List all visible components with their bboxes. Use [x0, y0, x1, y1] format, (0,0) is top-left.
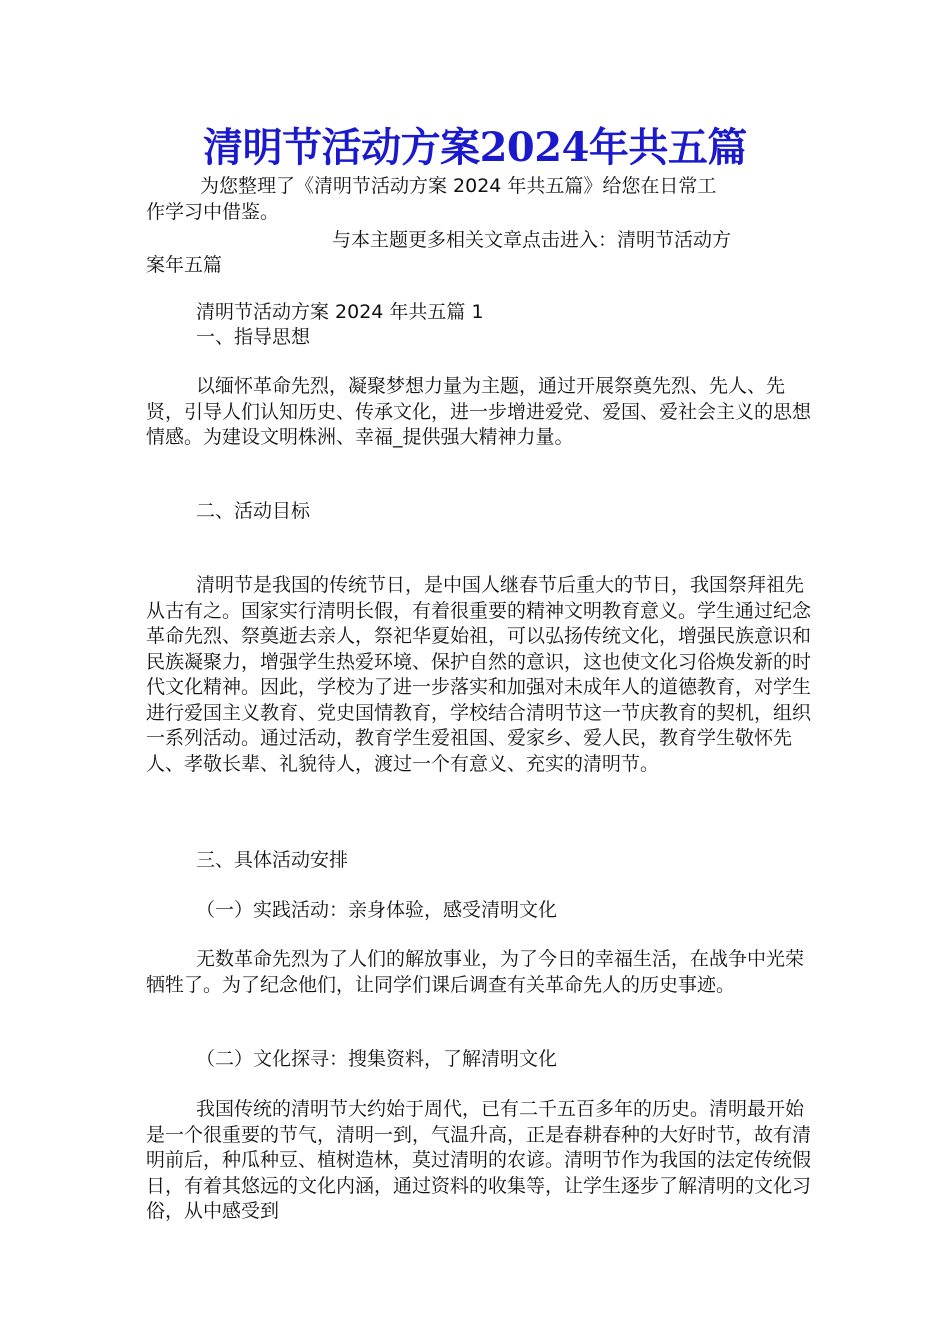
related-link-line-1[interactable]: 与本主题更多相关文章点击进入：清明节活动方 [332, 229, 732, 251]
paragraph-guiding-ideology: 以缅怀革命先烈，凝聚梦想力量为主题，通过开展祭奠先烈、先人、先贤，引导人们认知历史、传承文化，进一步增进爱党、爱国、爱社会主义的思想情感。为建设文明株洲、幸福_提供强大精神力量。 [146, 375, 812, 448]
related-link-line-2[interactable]: 案年五篇 [146, 254, 223, 276]
intro-line-2: 作学习中借鉴。 [146, 201, 280, 223]
subheading-culture-exploration: （二）文化探寻：搜集资料，了解清明文化 [196, 1048, 558, 1070]
heading-activity-arrangements: 三、具体活动安排 [196, 849, 349, 871]
intro-line-1: 为您整理了《清明节活动方案 2024 年共五篇》给您在日常工 [200, 175, 717, 197]
heading-activity-goals: 二、活动目标 [196, 500, 311, 522]
document-title: 清明节活动方案2024年共五篇 [203, 124, 747, 171]
paragraph-activity-goals: 清明节是我国的传统节日，是中国人继春节后重大的节日，我国祭拜祖先从古有之。国家实行清明长假，有着很重要的精神文明教育意义。学生通过纪念革命先烈、祭奠逝去亲人，祭祀华夏始祖，可以弘扬传统文化，增强民族意识和民族凝聚力，增强学生热爱环境、保护自然的意识，这也使文化习俗焕发新的时代文化精神。因此，学校为了进一步落实和加强对未成年人的道德教育，对学生进行爱国主义教育、党史国情教育，学校结合清明节这一节庆教育的契机，组织一系列活动。通过活动，教育学生爱祖国、爱家乡、爱人民，教育学生敬怀先人、孝敬长辈、礼貌待人，渡过一个有意义、充实的清明节。 [146, 574, 812, 775]
paragraph-practice-activity: 无数革命先烈为了人们的解放事业，为了今日的幸福生活，在战争中光荣牺牲了。为了纪念他们，让同学们课后调查有关革命先人的历史事迹。 [146, 948, 805, 996]
paragraph-culture-exploration: 我国传统的清明节大约始于周代，已有二千五百多年的历史。清明最开始是一个很重要的节气，清明一到，气温升高，正是春耕春种的大好时节，故有清明前后，种瓜种豆、植树造林，莫过清明的农谚。清明节作为我国的法定传统假日，有着其悠远的文化内涵，通过资料的收集等，让学生逐步了解清明的文化习俗，从中感受到 [146, 1098, 812, 1222]
section-title: 清明节活动方案 2024 年共五篇 1 [196, 301, 484, 323]
heading-guiding-ideology: 一、指导思想 [196, 326, 311, 348]
subheading-practice-activity: （一）实践活动：亲身体验，感受清明文化 [196, 899, 558, 921]
